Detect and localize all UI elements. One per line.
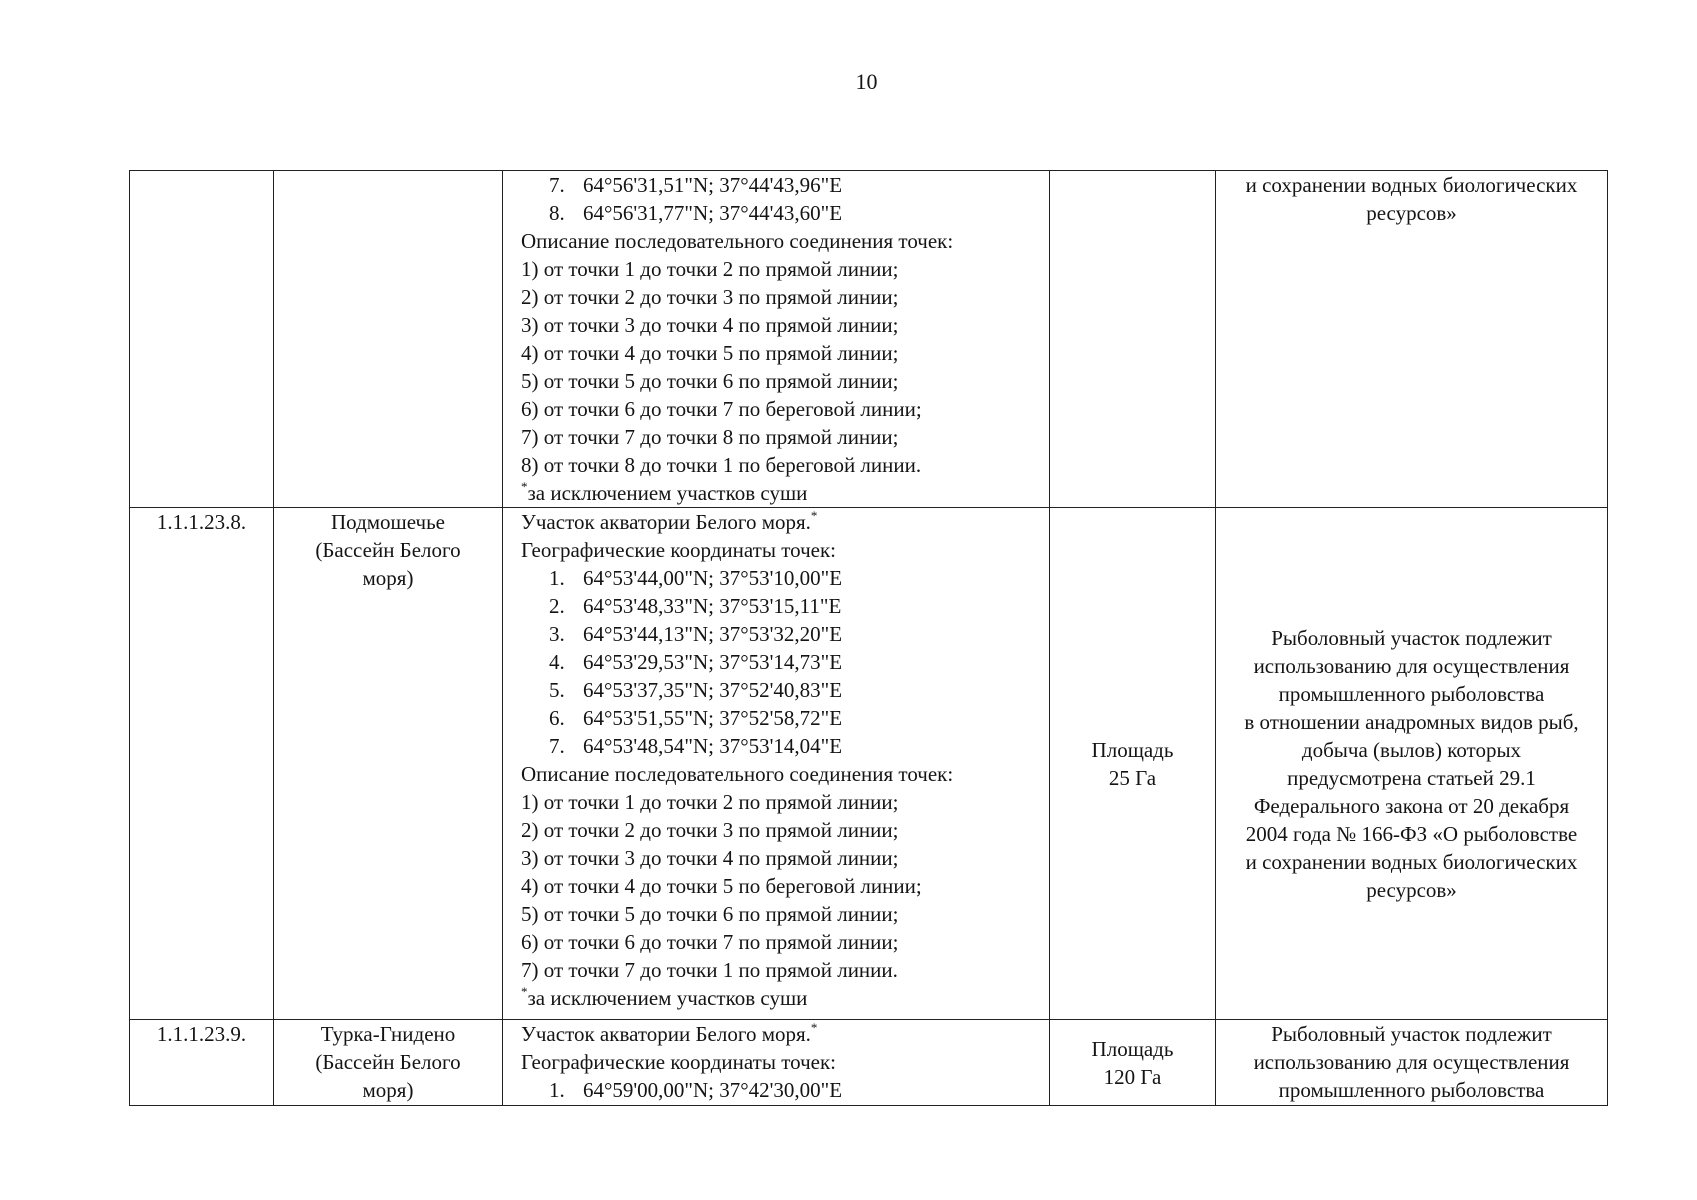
sequence-item: 4) от точки 4 до точки 5 по береговой линии; [521,874,922,898]
area-name-cell: Турка-Гнидено (Бассейн Белого моря) [274,1020,503,1106]
sequence-item: 6) от точки 6 до точки 7 по береговой линии; [521,397,922,421]
area-intro: Участок акватории Белого моря.* [521,508,818,534]
coordinate-point: 1. 64°59'00,00"N; 37°42'30,00"E [549,1078,843,1102]
description-cell [503,508,1050,1020]
sequence-item: 5) от точки 5 до точки 6 по прямой линии; [521,902,899,926]
footnote: *за исключением участков суши [521,984,808,1010]
sequence-item: 2) от точки 2 до точки 3 по прямой линии; [521,818,899,842]
coordinates-title: Географические координаты точек: [521,538,836,562]
sequence-item: 3) от точки 3 до точки 4 по прямой линии; [521,313,899,337]
sequence-item: 1) от точки 1 до точки 2 по прямой линии; [521,257,899,281]
sequence-item: 6) от точки 6 до точки 7 по прямой линии; [521,930,899,954]
coordinate-point: 1. 64°53'44,00"N; 37°53'10,00"E [549,566,843,590]
sequence-item: 3) от точки 3 до точки 4 по прямой линии; [521,846,899,870]
purpose-cell: и сохранении водных биологических ресурсов» [1216,171,1608,508]
sequence-item: 1) от точки 1 до точки 2 по прямой линии; [521,790,899,814]
row-number-cell [130,171,274,508]
coordinates-title: Географические координаты точек: [521,1050,836,1074]
coordinate-point: 7. 64°53'48,54"N; 37°53'14,04"E [549,734,843,758]
coordinate-point: 2. 64°53'48,33"N; 37°53'15,11"E [549,594,842,618]
coordinate-point: 5. 64°53'37,35"N; 37°52'40,83"E [549,678,843,702]
coordinate-point: 4. 64°53'29,53"N; 37°53'14,73"E [549,650,843,674]
footnote: *за исключением участков суши [521,479,808,505]
table-row [130,171,1608,508]
coordinate-point: 3. 64°53'44,13"N; 37°53'32,20"E [549,622,843,646]
description-cell [503,1020,1050,1106]
area-size-cell: Площадь 120 Га [1050,1020,1216,1106]
sequence-item: 7) от точки 7 до точки 1 по прямой линии. [521,958,898,982]
sequence-item: 4) от точки 4 до точки 5 по прямой линии; [521,341,899,365]
area-intro: Участок акватории Белого моря.* [521,1020,818,1046]
area-name-cell [274,171,503,508]
sequence-title: Описание последовательного соединения точек: [521,762,954,786]
sequence-item: 5) от точки 5 до точки 6 по прямой линии; [521,369,899,393]
table-row [130,1020,1608,1106]
sequence-title: Описание последовательного соединения точек: [521,229,954,253]
table-row [130,508,1608,1020]
row-number-cell: 1.1.1.23.9. [130,1020,274,1106]
description-cell [503,171,1050,508]
sequence-item: 7) от точки 7 до точки 8 по прямой линии; [521,425,899,449]
row-number-cell: 1.1.1.23.8. [130,508,274,1020]
sequence-item: 2) от точки 2 до точки 3 по прямой линии; [521,285,899,309]
area-size-cell [1050,171,1216,508]
coordinate-point: 7. 64°56'31,51"N; 37°44'43,96"E [549,173,843,197]
area-size-cell: Площадь 25 Га [1050,508,1216,1020]
page-number: 10 [855,69,878,94]
coordinate-point: 8. 64°56'31,77"N; 37°44'43,60"E [549,201,843,225]
area-name-cell: Подмошечье (Бассейн Белого моря) [274,508,503,1020]
coordinate-point: 6. 64°53'51,55"N; 37°52'58,72"E [549,706,843,730]
purpose-cell: Рыболовный участок подлежит использованию для осуществления промышленного рыболовства [1216,1020,1608,1106]
purpose-cell: Рыболовный участок подлежит использованию для осуществления промышленного рыболовства в отношении анадромных видов рыб, добыча (вылов) которых предусмотрена статьей 29.1 Федерального закона от 20 декабря 2004 года № 166-ФЗ «О рыболовстве и сохранении водных биологических ресурсов» [1216,508,1608,1020]
sequence-item: 8) от точки 8 до точки 1 по береговой линии. [521,453,922,477]
fishing-areas-table [129,170,1608,1106]
